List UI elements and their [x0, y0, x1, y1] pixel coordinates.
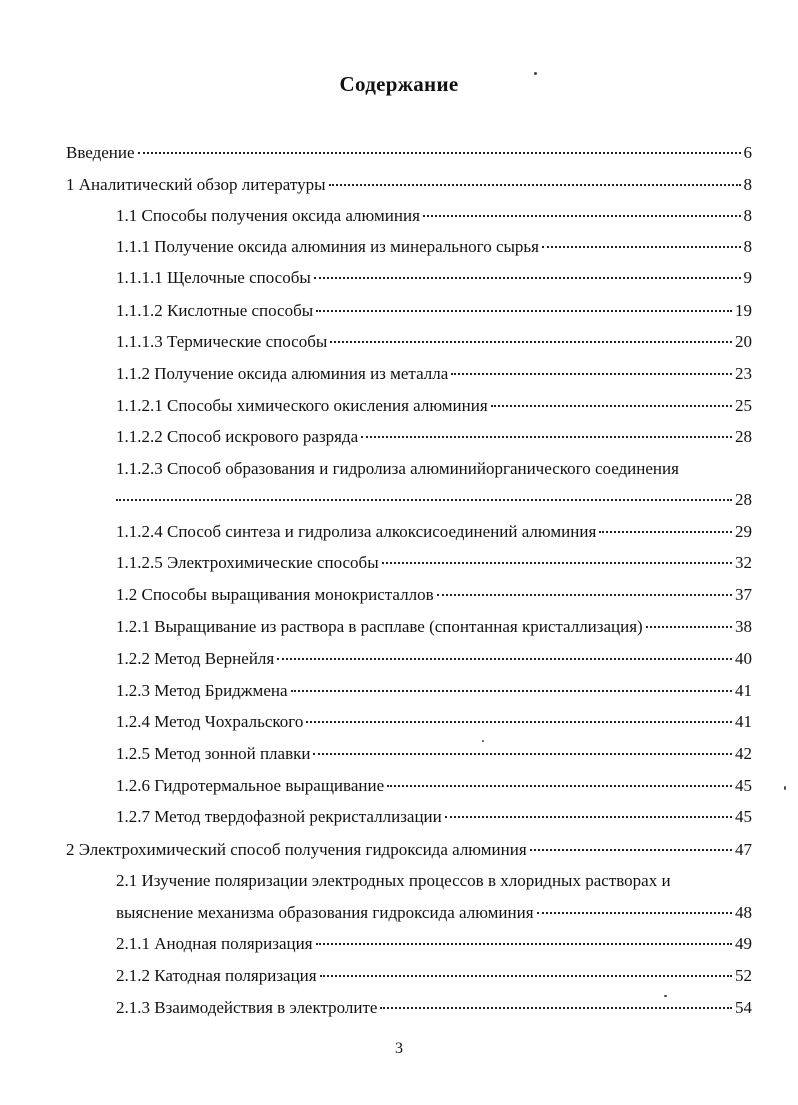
toc-entry-page: 38 — [735, 617, 752, 636]
toc-entry-label: 1.2.7 Метод твердофазной рекристаллизации — [116, 807, 442, 826]
toc-entry[interactable] — [116, 680, 752, 702]
toc-entry[interactable] — [66, 142, 752, 164]
toc-entry[interactable] — [116, 965, 752, 987]
toc-entry[interactable] — [116, 933, 752, 955]
toc-entry-label: 1.1.2.3 Способ образования и гидролиза алюминийорганического соединения — [116, 459, 679, 478]
toc-entry-label: 1.1.1.1 Щелочные способы — [116, 268, 311, 287]
toc-entry[interactable] — [66, 174, 752, 196]
toc-entry-page: 41 — [735, 712, 752, 731]
dot-leader — [542, 246, 741, 248]
page-title: Содержание — [339, 72, 459, 96]
toc-entry-label: 2.1 Изучение поляризации электродных процессов в хлоридных растворах и — [116, 871, 671, 890]
toc-entry[interactable] — [66, 839, 752, 861]
dot-leader — [646, 626, 732, 628]
toc-entry[interactable] — [116, 552, 752, 574]
toc-entry-label: 1.2.3 Метод Бриджмена — [116, 681, 288, 700]
toc-entry-page: 8 — [743, 175, 752, 194]
toc-entry[interactable] — [116, 205, 752, 227]
toc-entry-page: 28 — [735, 490, 752, 509]
dot-leader — [382, 562, 732, 564]
dot-leader — [599, 531, 732, 533]
toc-entry-label: 1.1.2 Получение оксида алюминия из металла — [116, 364, 449, 383]
toc-entry[interactable] — [116, 584, 752, 606]
toc-entry[interactable] — [116, 775, 752, 797]
dot-leader — [445, 816, 732, 818]
toc-entry-page: 42 — [735, 744, 752, 763]
toc-entry-page: 32 — [735, 553, 752, 572]
toc-entry[interactable] — [116, 363, 752, 385]
toc-entry[interactable] — [116, 806, 752, 828]
toc-entry-label: 1.1.2.1 Способы химического окисления алюминия — [116, 396, 488, 415]
toc-entry-label: 1.1.2.2 Способ искрового разряда — [116, 427, 359, 446]
dot-leader — [316, 943, 732, 945]
dot-leader — [329, 184, 741, 186]
toc-entry[interactable] — [116, 395, 752, 417]
dot-leader — [316, 310, 732, 312]
dot-leader — [537, 912, 732, 914]
toc-entry-label: 2.1.1 Анодная поляризация — [116, 934, 313, 953]
toc-entry-label: 1.1.2.4 Способ синтеза и гидролиза алкоксисоединений алюминия — [116, 522, 597, 541]
toc-entry-label: 1.1.1 Получение оксида алюминия из минерального сырья — [116, 237, 539, 256]
toc-entry-page: 54 — [735, 998, 752, 1017]
toc-entry-continuation[interactable] — [116, 489, 752, 511]
toc-entry-label: 2.1.3 Взаимодействия в электролите — [116, 998, 378, 1017]
toc-entry-page: 49 — [735, 934, 752, 953]
dot-leader — [277, 658, 732, 660]
toc-entry[interactable] — [116, 236, 752, 258]
toc-entry[interactable] — [116, 711, 752, 733]
toc-entry-page: 25 — [735, 396, 752, 415]
toc-entry-page: 28 — [735, 427, 752, 446]
dot-leader — [314, 277, 741, 279]
toc-entry-label: выяснение механизма образования гидроксида алюминия — [116, 903, 534, 922]
scan-speck — [482, 740, 484, 742]
toc-entry-page: 52 — [735, 966, 752, 985]
toc-entry[interactable] — [116, 331, 752, 353]
scan-speck — [784, 786, 786, 790]
toc-entry[interactable] — [116, 648, 752, 670]
toc-entry-page: 8 — [743, 237, 752, 256]
toc-entry-label: 1.2.1 Выращивание из раствора в расплаве (спонтанная кристаллизация) — [116, 617, 643, 636]
toc-entry-page: 29 — [735, 522, 752, 541]
toc-entry[interactable] — [116, 267, 752, 289]
toc-entry[interactable] — [116, 870, 752, 892]
toc-entry-label: 1.1 Способы получения оксида алюминия — [116, 206, 420, 225]
toc-entry-label: 1.2.4 Метод Чохральского — [116, 712, 304, 731]
dot-leader — [313, 753, 732, 755]
toc-entry-label: 1.1.1.2 Кислотные способы — [116, 301, 314, 320]
dot-leader — [138, 152, 741, 154]
dot-leader — [491, 405, 732, 407]
toc-entry-label: Введение — [66, 143, 135, 162]
toc-entry-page: 20 — [735, 332, 752, 351]
toc-entry-page: 9 — [743, 268, 752, 287]
toc-entry-page: 19 — [735, 301, 752, 320]
dot-leader — [380, 1007, 732, 1009]
toc-entry-page: 23 — [735, 364, 752, 383]
toc-entry-page: 47 — [735, 840, 752, 859]
toc-entry-label: 1.2 Способы выращивания монокристаллов — [116, 585, 434, 604]
toc-entry-label: 1 Аналитический обзор литературы — [66, 175, 326, 194]
toc-entry-page: 45 — [735, 776, 752, 795]
toc-entry-page: 8 — [743, 206, 752, 225]
dot-leader — [451, 373, 732, 375]
toc-entry[interactable] — [116, 426, 752, 448]
scan-speck — [534, 72, 537, 75]
dot-leader — [437, 594, 732, 596]
dot-leader — [320, 975, 732, 977]
dot-leader — [306, 721, 732, 723]
dot-leader — [530, 849, 732, 851]
toc-entry[interactable] — [116, 616, 752, 638]
dot-leader — [387, 785, 732, 787]
toc-entry-label: 2.1.2 Катодная поляризация — [116, 966, 317, 985]
toc-entry-page: 48 — [735, 903, 752, 922]
toc-entry-label: 1.2.6 Гидротермальное выращивание — [116, 776, 385, 795]
dot-leader — [361, 436, 732, 438]
toc-entry[interactable] — [116, 743, 752, 765]
page-number: 3 — [395, 1040, 403, 1057]
toc-entry-page: 40 — [735, 649, 752, 668]
toc-entry-label: 1.1.1.3 Термические способы — [116, 332, 328, 351]
toc-entry[interactable] — [116, 300, 752, 322]
dot-leader — [116, 499, 732, 501]
toc-entry-label: 2 Электрохимический способ получения гидроксида алюминия — [66, 840, 527, 859]
toc-entry-page: 45 — [735, 807, 752, 826]
dot-leader — [423, 215, 741, 217]
toc-entry-page: 41 — [735, 681, 752, 700]
dot-leader — [291, 690, 732, 692]
toc-entry-continuation[interactable] — [116, 902, 752, 924]
toc-entry-page: 37 — [735, 585, 752, 604]
toc-entry[interactable] — [116, 521, 752, 543]
toc-entry[interactable] — [116, 458, 752, 480]
toc-entry-page: 6 — [743, 143, 752, 162]
toc-entry-label: 1.1.2.5 Электрохимические способы — [116, 553, 379, 572]
dot-leader — [330, 341, 732, 343]
toc-entry-label: 1.2.2 Метод Вернейля — [116, 649, 275, 668]
toc-entry[interactable] — [116, 997, 752, 1019]
scan-speck — [664, 995, 667, 997]
toc-entry-label: 1.2.5 Метод зонной плавки — [116, 744, 311, 763]
